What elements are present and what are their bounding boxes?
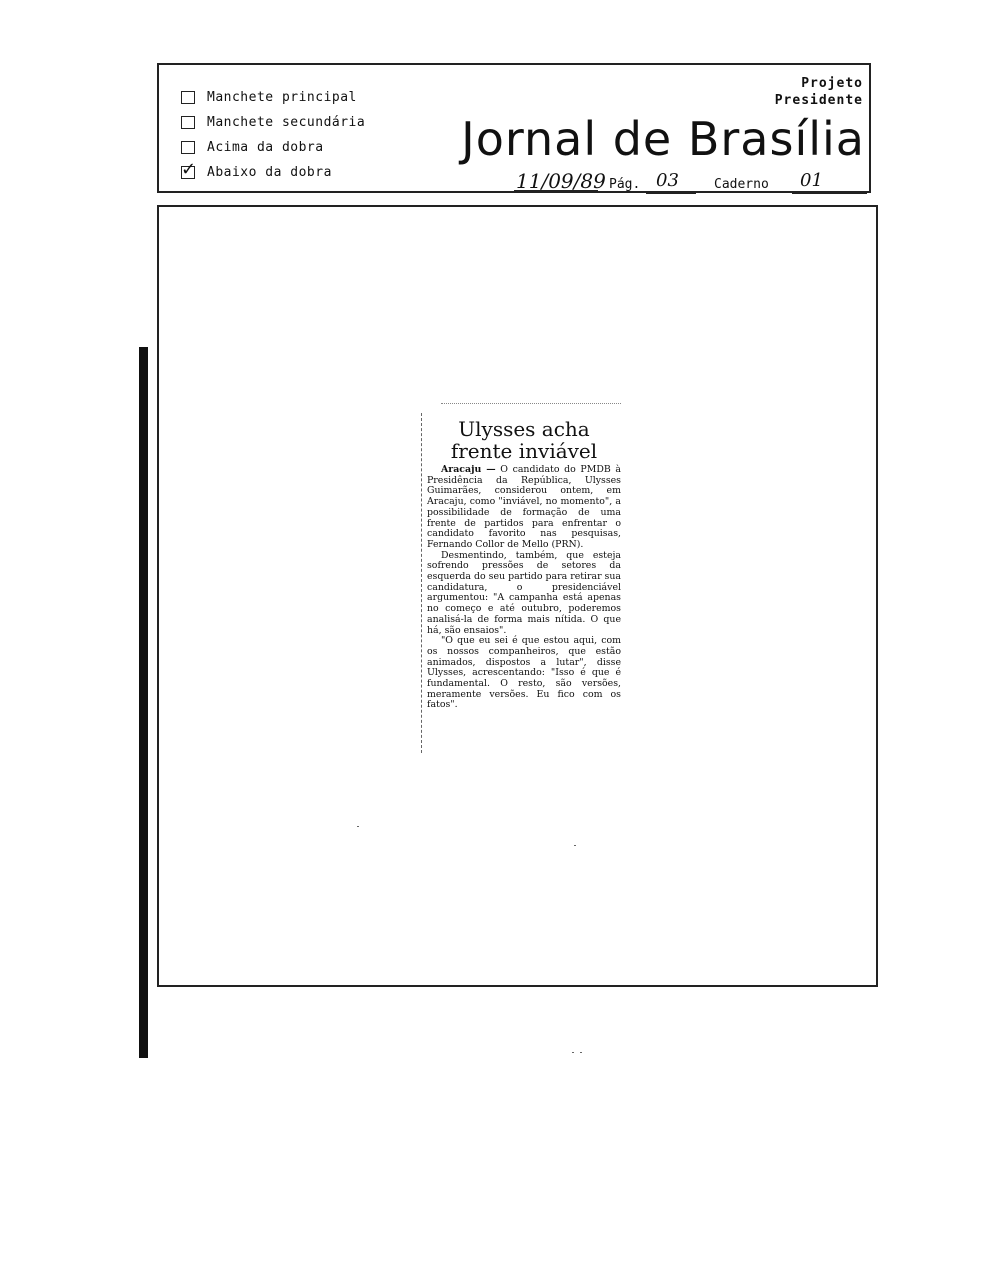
checkmark-icon: ✓ — [181, 159, 197, 180]
checklist-label: Abaixo da dobra — [207, 165, 332, 180]
checkbox — [181, 141, 195, 154]
checklist-item-manchete-principal — [181, 85, 365, 110]
section-label: Caderno — [714, 177, 769, 192]
clipping-date: 11/09/89 — [516, 169, 606, 193]
article-body — [427, 465, 621, 711]
checkbox — [181, 116, 195, 129]
page-underline — [646, 193, 696, 194]
newspaper-masthead: Jornal de Brasília — [461, 112, 865, 166]
project-line-1: Projeto — [801, 76, 863, 91]
date-underline — [514, 190, 598, 191]
checklist-item-acima-da-dobra — [181, 135, 365, 160]
section-underline — [792, 193, 867, 194]
checkbox-checked — [181, 159, 197, 180]
article-paragraph-2: Desmentindo, também, que esteja sofrendo pressões de setores da esquerda do seu partido para retirar sua candidatura, o presidenciável argumentou: "A campanha está apenas no começo e até outubro, poderemos analisá-la de forma mais nítida. O que há, são ensaios". — [427, 549, 621, 636]
scan-speck — [580, 1052, 582, 1053]
placement-checklist — [181, 85, 365, 185]
article-headline — [429, 418, 619, 462]
news-clipping — [421, 403, 619, 763]
clipping-cut-edge — [421, 413, 422, 753]
clipping-meta — [514, 169, 869, 191]
page-value: 03 — [656, 170, 679, 191]
clipping-top-edge — [441, 403, 621, 412]
scan-speck — [357, 826, 359, 827]
scan-edge-bar — [139, 347, 148, 1058]
checklist-label: Manchete principal — [207, 90, 357, 105]
article-paragraph-3: "O que eu sei é que estou aqui, com os nossos companheiros, que estão animados, dispostos a lutar", disse Ulysses, acrescentando: "Isso é que é fundamental. O resto, são versões, meramente versões. Eu fico com os fatos". — [427, 635, 621, 711]
project-line-2: Presidente — [774, 93, 863, 108]
headline-line-2: frente inviável — [450, 439, 598, 463]
scan-speck — [574, 845, 576, 846]
headline-line-1: Ulysses acha — [458, 417, 590, 441]
checklist-item-manchete-secundaria — [181, 110, 365, 135]
clipping-header — [157, 63, 871, 193]
scan-speck — [572, 1052, 574, 1053]
checklist-item-abaixo-da-dobra — [181, 160, 365, 185]
checklist-label: Manchete secundária — [207, 115, 366, 130]
section-value: 01 — [800, 170, 823, 191]
paragraph-text: O candidato do PMDB à Presidência da República, Ulysses Guimarães, considerou ontem, em Aracaju, como "inviável, no momento", a possibilidade de formação de uma frente de partidos para enfrentar o candidato favorito nas pesquisas, Fernando Collor de Mello (PRN). — [427, 464, 621, 550]
page-label: Pág. — [609, 177, 641, 192]
article-paragraph-1 — [427, 465, 621, 551]
checklist-label: Acima da dobra — [207, 140, 324, 155]
project-label — [775, 75, 863, 109]
checkbox — [181, 91, 195, 104]
article-dateline: Aracaju — — [441, 464, 496, 475]
